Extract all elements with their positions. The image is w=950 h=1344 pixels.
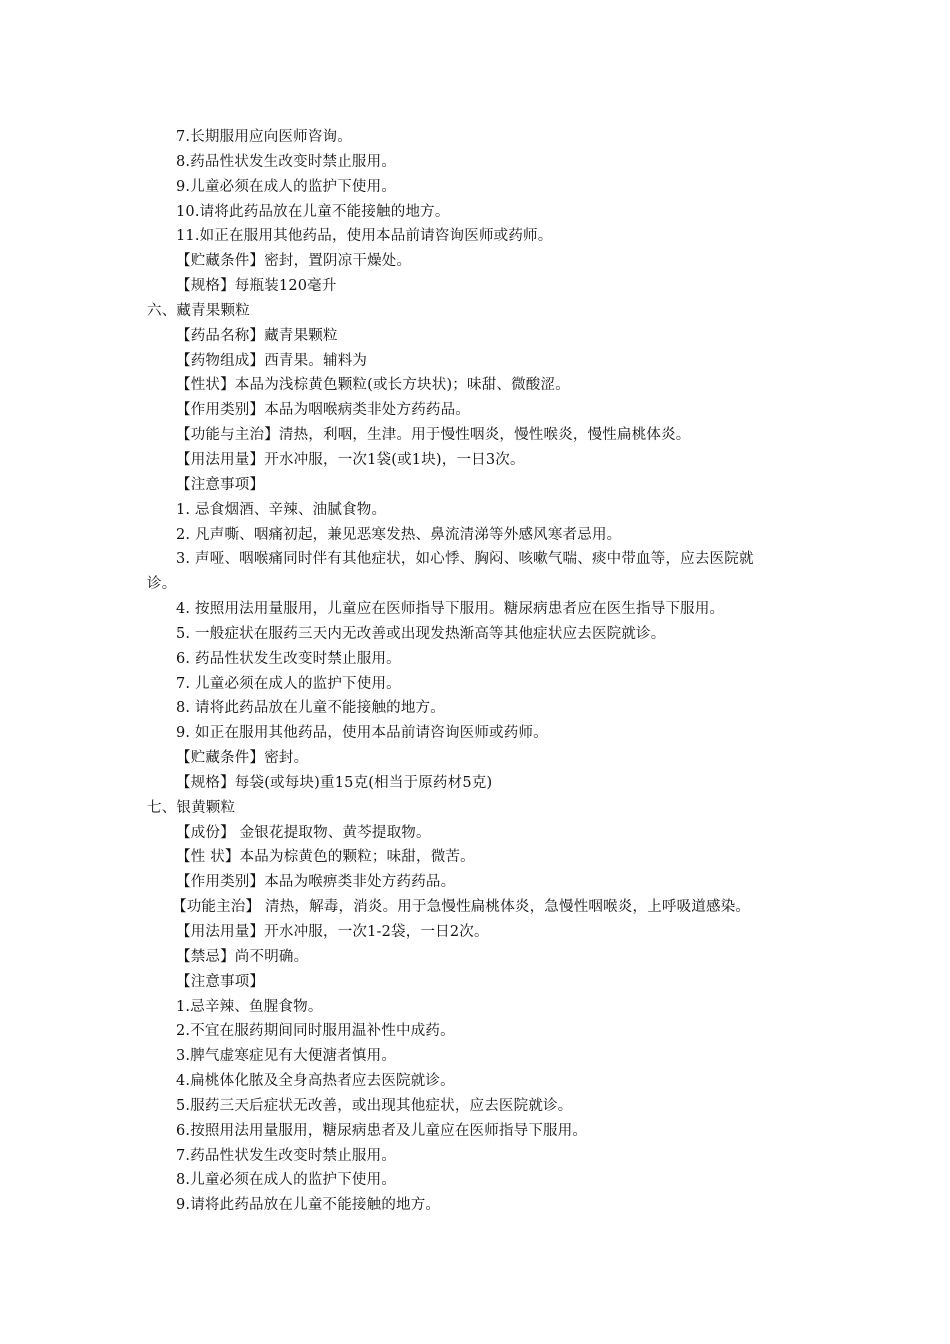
spec-line: 【规格】每瓶装120毫升 <box>176 278 337 295</box>
text-line: 【性状】本品为浅棕黄色颗粒(或长方块状)；味甜、微酸涩。 <box>176 377 570 394</box>
text-line: 6.按照用法用量服用，糖尿病患者及儿童应在医师指导下服用。 <box>176 1122 588 1139</box>
text-line: 6. 药品性状发生改变时禁止服用。 <box>176 650 401 667</box>
storage-line: 【贮藏条件】密封，置阴凉干燥处。 <box>176 253 412 270</box>
text-line: 【成份】 金银花提取物、黄芩提取物。 <box>176 824 431 841</box>
section-heading: 六、藏青果颗粒 <box>147 302 250 319</box>
text-line: 【功能主治】 清热，解毒，消炎。用于急慢性扁桃体炎，急慢性咽喉炎，上呼吸道感染。 <box>172 899 751 916</box>
text-line: 诊。 <box>147 576 177 593</box>
text-line: 【注意事项】 <box>176 973 265 990</box>
text-line: 8.药品性状发生改变时禁止服用。 <box>176 153 397 170</box>
text-line: 【用法用量】开水冲服，一次1袋(或1块)，一日3次。 <box>176 451 525 468</box>
text-line: 【药物组成】西青果。辅料为 <box>176 352 368 369</box>
text-line: 【禁忌】尚不明确。 <box>176 948 309 965</box>
text-line: 7.药品性状发生改变时禁止服用。 <box>176 1147 397 1164</box>
text-line: 10.请将此药品放在儿童不能接触的地方。 <box>176 203 450 220</box>
text-line: 8.儿童必须在成人的监护下使用。 <box>176 1172 397 1189</box>
text-line: 【性 状】本品为棕黄色的颗粒；味甜，微苦。 <box>176 849 475 866</box>
text-line: 2. 凡声嘶、咽痛初起，兼见恶寒发热、鼻流清涕等外感风寒者忌用。 <box>176 526 622 543</box>
text-line: 9.请将此药品放在儿童不能接触的地方。 <box>176 1197 441 1214</box>
text-line: 3. 声哑、咽喉痛同时伴有其他症状，如心悸、胸闷、咳嗽气喘、痰中带血等，应去医院就 <box>176 551 754 568</box>
storage-line: 【贮藏条件】密封。 <box>176 750 309 767</box>
text-line: 1.忌辛辣、鱼腥食物。 <box>176 998 323 1015</box>
text-line: 7. 儿童必须在成人的监护下使用。 <box>176 675 401 692</box>
text-line: 9. 如正在服用其他药品，使用本品前请咨询医师或药师。 <box>176 725 548 742</box>
text-line: 8. 请将此药品放在儿童不能接触的地方。 <box>176 700 445 717</box>
text-line: 5. 一般症状在服药三天内无改善或出现发热渐高等其他症状应去医院就诊。 <box>176 625 666 642</box>
text-line: 5.服药三天后症状无改善，或出现其他症状，应去医院就诊。 <box>176 1097 573 1114</box>
spec-line: 【规格】每袋(或每块)重15克(相当于原药材5克) <box>176 774 493 791</box>
text-line: 【作用类别】本品为喉痹类非处方药药品。 <box>176 874 456 891</box>
text-line: 11.如正在服用其他药品，使用本品前请咨询医师或药师。 <box>176 228 553 245</box>
text-line: 【注意事项】 <box>176 476 265 493</box>
text-line: 2.不宜在服药期间同时服用温补性中成药。 <box>176 1023 455 1040</box>
document-page <box>0 125 950 1218</box>
text-line: 【用法用量】开水冲服，一次1-2袋，一日2次。 <box>176 924 489 940</box>
text-line: 1. 忌食烟酒、辛辣、油腻食物。 <box>176 501 387 518</box>
text-line: 【药品名称】藏青果颗粒 <box>176 327 338 344</box>
text-line: 4.扁桃体化脓及全身高热者应去医院就诊。 <box>176 1073 455 1090</box>
text-line: 3.脾气虚寒症见有大便溏者慎用。 <box>176 1048 397 1065</box>
text-line: 【功能与主治】清热，利咽，生津。用于慢性咽炎，慢性喉炎，慢性扁桃体炎。 <box>176 427 691 444</box>
section-heading: 七、银黄颗粒 <box>147 799 236 816</box>
text-line: 7.长期服用应向医师咨询。 <box>176 129 352 145</box>
text-line: 9.儿童必须在成人的监护下使用。 <box>176 178 397 195</box>
text-line: 4. 按照用法用量服用，儿童应在医师指导下服用。糖尿病患者应在医生指导下服用。 <box>176 601 725 618</box>
text-line: 【作用类别】本品为咽喉病类非处方药药品。 <box>176 402 470 419</box>
